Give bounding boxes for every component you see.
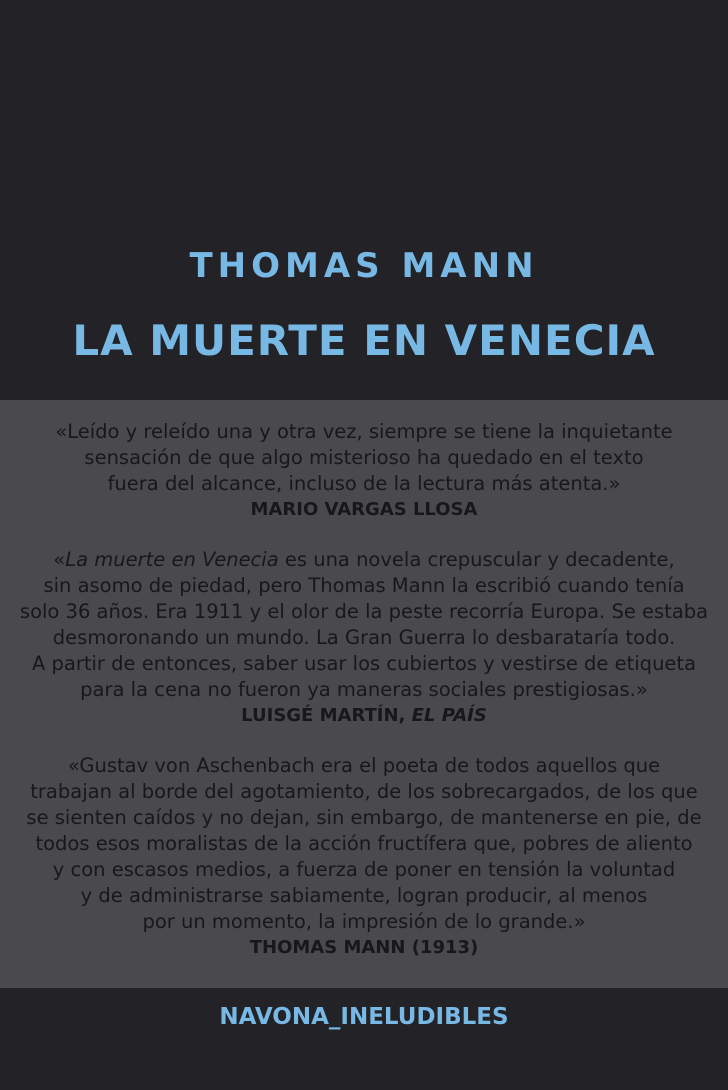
quote-line: todos esos moralistas de la acción fructífera que, pobres de aliento bbox=[35, 832, 693, 855]
quote-line: desmoronando un mundo. La Gran Guerra lo desbarataría todo. bbox=[52, 626, 676, 649]
attribution-author: LUISGÉ MARTÍN, bbox=[241, 705, 412, 726]
book-author: THOMAS MANN bbox=[189, 246, 539, 286]
quote-attribution: MARIO VARGAS LLOSA bbox=[250, 499, 478, 520]
quote-vargas-llosa bbox=[0, 419, 728, 523]
quote-line: sensación de que algo misterioso ha quedado en el texto bbox=[84, 446, 644, 469]
series-name: NAVONA_INELUDIBLES bbox=[219, 1004, 509, 1030]
quote-line: sin asomo de piedad, pero Thomas Mann la escribió cuando tenía bbox=[43, 574, 685, 597]
quote-line: «Gustav von Aschenbach era el poeta de todos aquellos que bbox=[67, 754, 661, 777]
quote-line: y con escasos medios, a fuerza de poner en tensión la voluntad bbox=[52, 858, 676, 881]
quote-thomas-mann bbox=[0, 753, 728, 961]
book-title-italic: La muerte en Venecia bbox=[65, 548, 279, 571]
quote-line: «Leído y releído una y otra vez, siempre se tiene la inquietante bbox=[55, 420, 673, 443]
quote-line bbox=[0, 547, 728, 573]
quote-line: y de administrarse sabiamente, logran producir, al menos bbox=[80, 884, 648, 907]
quote-attribution: THOMAS MANN (1913) bbox=[249, 937, 479, 958]
quote-attribution bbox=[0, 703, 728, 729]
attribution-source: EL PAÍS bbox=[411, 705, 487, 726]
open-quote: « bbox=[53, 548, 66, 571]
quote-line: por un momento, la impresión de lo grande.» bbox=[142, 910, 586, 933]
quote-line: A partir de entonces, saber usar los cubiertos y vestirse de etiqueta bbox=[31, 652, 697, 675]
book-title: LA MUERTE EN VENECIA bbox=[72, 316, 656, 365]
quote-line: se sienten caídos y no dejan, sin embargo, de mantenerse en pie, de bbox=[26, 806, 702, 829]
quote-line: trabajan al borde del agotamiento, de los sobrecargados, de los que bbox=[30, 780, 698, 803]
quote-line: solo 36 años. Era 1911 y el olor de la peste recorría Europa. Se estaba bbox=[19, 600, 709, 623]
quote-line: fuera del alcance, incluso de la lectura más atenta.» bbox=[107, 472, 621, 495]
quote-line-rest: es una novela crepuscular y decadente, bbox=[278, 548, 675, 571]
quote-line: para la cena no fueron ya maneras sociales prestigiosas.» bbox=[80, 678, 648, 701]
quote-luisge-martin bbox=[0, 547, 728, 729]
